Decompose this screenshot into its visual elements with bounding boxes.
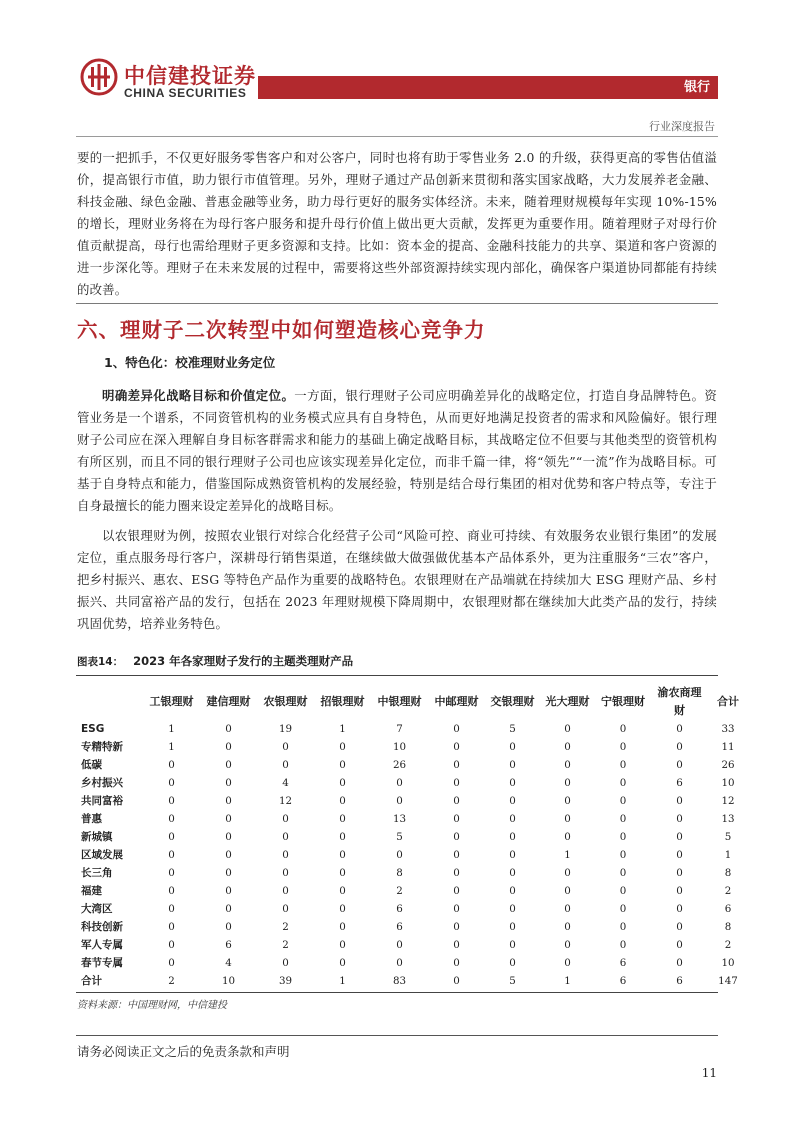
row-label: 科技创新 xyxy=(81,921,123,933)
table-cell: 0 xyxy=(564,831,571,843)
table-cell: 0 xyxy=(453,921,460,933)
table-cell: 0 xyxy=(676,939,683,951)
table-cell: 2 xyxy=(282,921,289,933)
table-cell: 1 xyxy=(724,849,732,861)
table-cell: 6 xyxy=(619,975,627,987)
table-cell: 0 xyxy=(564,723,571,735)
table-cell: 0 xyxy=(676,903,683,915)
table-cell: 0 xyxy=(564,741,571,753)
industry-tag: 银行 xyxy=(683,80,710,95)
table-cell: 0 xyxy=(339,867,346,879)
paragraph-2 xyxy=(77,525,717,635)
source-note: 资料来源：中国理财网，中信建投 xyxy=(77,1000,227,1011)
table-cell: 0 xyxy=(168,921,175,933)
page-number: 11 xyxy=(701,1066,717,1080)
table-cell: 0 xyxy=(453,795,460,807)
table-row xyxy=(77,918,748,936)
table-cell: 0 xyxy=(676,795,683,807)
table-cell: 0 xyxy=(676,813,683,825)
table-cell: 13 xyxy=(392,813,407,825)
table-cell: 0 xyxy=(168,903,175,915)
table-cell: 0 xyxy=(453,903,460,915)
table-cell: 0 xyxy=(168,831,175,843)
table-cell: 0 xyxy=(225,777,232,789)
table-cell: 0 xyxy=(676,885,683,897)
table-cell: 0 xyxy=(168,867,175,879)
table-cell: 147 xyxy=(718,975,738,987)
table-cell: 6 xyxy=(676,777,683,789)
row-label: 乡村振兴 xyxy=(81,777,123,789)
table-cell: 0 xyxy=(282,885,289,897)
table-cell: 8 xyxy=(724,867,732,879)
table-cell: 0 xyxy=(509,903,516,915)
figure-top-rule xyxy=(76,675,718,676)
table-cell: 33 xyxy=(721,723,735,735)
product-table xyxy=(77,683,748,990)
table-cell: 5 xyxy=(724,831,732,843)
table-cell: 0 xyxy=(168,849,175,861)
table-cell: 12 xyxy=(721,795,735,807)
table-cell: 1 xyxy=(339,723,346,735)
table-cell: 13 xyxy=(721,813,735,825)
table-cell: 0 xyxy=(396,849,403,861)
table-cell: 0 xyxy=(619,903,627,915)
table-cell: 0 xyxy=(509,867,516,879)
row-label: 低碳 xyxy=(81,759,102,771)
row-label: 新城镇 xyxy=(81,831,113,843)
table-cell: 2 xyxy=(724,939,732,951)
table-cell: 0 xyxy=(225,723,232,735)
table-cell: 0 xyxy=(225,813,232,825)
table-cell: 0 xyxy=(225,885,232,897)
footer-divider xyxy=(76,1035,718,1036)
table-cell: 0 xyxy=(282,867,289,879)
table-cell: 0 xyxy=(619,777,627,789)
table-cell: 0 xyxy=(396,777,403,789)
table-cell: 4 xyxy=(225,957,232,969)
paragraph-1-body: 一方面，银行理财子公司应明确差异化的战略定位，打造自身品牌特色。资管业务是一个谱系，不同资管机构的业务模式应具有自身特色，从而更好地满足投资者的需求和风险偏好。银行理财子公司应在深入理解自身目标客群需求和能力的基础上确定战略目标，其战略定位不但要与其他类型的资管机构有所区别，而且不同的银行理财子公司也应该实现差异化定位，而非千篇一律，将“领先”“一流”作为战略目标。可基于自身特点和能力，借鉴国际成熟资管机构的发展经验，特别是结合母行集团的相对优势和客户特点等，专注于自身最擅长的能力圈来设定差异化的战略目标。 xyxy=(77,388,718,513)
column-header: 合计 xyxy=(717,694,739,708)
table-cell: 0 xyxy=(396,795,403,807)
table-cell: 0 xyxy=(509,957,516,969)
table-cell: 0 xyxy=(339,795,346,807)
table-cell: 0 xyxy=(564,903,571,915)
table-cell: 83 xyxy=(392,975,407,987)
table-row xyxy=(77,774,748,792)
table-header-row xyxy=(77,683,748,720)
table-cell: 0 xyxy=(453,885,460,897)
table-cell: 0 xyxy=(339,939,346,951)
table-cell: 0 xyxy=(168,885,175,897)
table-row xyxy=(77,846,748,864)
paragraph-1-lead: 明确差异化战略目标和价值定位。 xyxy=(102,388,295,403)
table-cell: 2 xyxy=(396,885,403,897)
table-cell: 8 xyxy=(396,867,403,879)
table-cell: 0 xyxy=(564,795,571,807)
table-cell: 0 xyxy=(453,741,460,753)
column-header: 工银理财 xyxy=(149,694,194,708)
table-cell: 0 xyxy=(509,741,516,753)
table-cell: 2 xyxy=(282,939,289,951)
column-header: 交银理财 xyxy=(490,694,535,708)
table-cell: 0 xyxy=(509,759,516,771)
table-cell: 0 xyxy=(676,867,683,879)
table-cell: 0 xyxy=(619,867,627,879)
table-cell: 0 xyxy=(509,885,516,897)
table-cell: 0 xyxy=(453,813,460,825)
table-cell: 0 xyxy=(509,777,516,789)
table-row xyxy=(77,972,748,990)
table-cell: 0 xyxy=(225,903,232,915)
table-cell: 4 xyxy=(282,777,289,789)
table-cell: 0 xyxy=(225,867,232,879)
row-label: 区域发展 xyxy=(81,849,123,861)
table-cell: 1 xyxy=(564,849,571,861)
table-cell: 0 xyxy=(619,831,627,843)
table-cell: 0 xyxy=(225,741,232,753)
table-cell: 7 xyxy=(396,723,403,735)
table-cell: 0 xyxy=(225,759,232,771)
table-cell: 6 xyxy=(225,939,232,951)
table-cell: 11 xyxy=(721,741,735,753)
table-cell: 0 xyxy=(339,885,346,897)
table-cell: 12 xyxy=(278,795,293,807)
row-label: 军人专属 xyxy=(81,939,123,951)
table-cell: 6 xyxy=(396,921,403,933)
table-cell: 39 xyxy=(278,975,293,987)
table-cell: 0 xyxy=(509,795,516,807)
table-cell: 0 xyxy=(453,759,460,771)
table-cell: 0 xyxy=(619,795,627,807)
table-cell: 0 xyxy=(168,813,175,825)
report-type: 行业深度报告 xyxy=(649,120,715,133)
table-cell: 0 xyxy=(453,939,460,951)
table-row xyxy=(77,738,748,756)
table-cell: 0 xyxy=(676,759,683,771)
column-header: 渝农商理财 xyxy=(657,685,702,717)
table-cell: 5 xyxy=(396,831,403,843)
section-title: 六、理财子二次转型中如何塑造核心竞争力 xyxy=(77,318,486,342)
table-cell: 0 xyxy=(676,723,683,735)
table-cell: 1 xyxy=(564,975,571,987)
table-cell: 0 xyxy=(168,795,175,807)
intro-paragraph xyxy=(77,147,717,301)
row-label: 专精特新 xyxy=(81,741,123,753)
table-cell: 0 xyxy=(676,957,683,969)
table-cell: 10 xyxy=(721,777,735,789)
table-cell: 0 xyxy=(168,759,175,771)
table-cell: 0 xyxy=(676,849,683,861)
table-cell: 0 xyxy=(676,831,683,843)
table-cell: 6 xyxy=(619,957,627,969)
table-cell: 0 xyxy=(564,885,571,897)
table-cell: 8 xyxy=(724,921,732,933)
row-label: 普惠 xyxy=(81,813,102,825)
table-cell: 0 xyxy=(619,759,627,771)
row-label: 大湾区 xyxy=(81,903,113,915)
table-cell: 0 xyxy=(396,939,403,951)
paragraph-1 xyxy=(77,385,717,517)
column-header: 中邮理财 xyxy=(434,694,479,708)
column-header: 光大理财 xyxy=(545,694,590,708)
table-cell: 0 xyxy=(619,849,627,861)
table-cell: 6 xyxy=(724,903,732,915)
table-cell: 5 xyxy=(509,723,516,735)
table-row xyxy=(77,792,748,810)
table-cell: 0 xyxy=(339,759,346,771)
table-row xyxy=(77,864,748,882)
table-cell: 0 xyxy=(339,957,346,969)
table-row xyxy=(77,810,748,828)
table-cell: 6 xyxy=(396,903,403,915)
table-cell: 0 xyxy=(225,831,232,843)
column-header xyxy=(77,683,143,720)
row-label: 共同富裕 xyxy=(81,795,123,807)
table-row xyxy=(77,756,748,774)
table-cell: 2 xyxy=(168,975,175,987)
table-cell: 0 xyxy=(453,957,460,969)
table-cell: 0 xyxy=(453,849,460,861)
table-cell: 0 xyxy=(509,813,516,825)
table-cell: 0 xyxy=(339,831,346,843)
table-cell: 0 xyxy=(453,723,460,735)
table-cell: 0 xyxy=(509,921,516,933)
table-row xyxy=(77,954,748,972)
section-divider xyxy=(76,303,718,304)
table-cell: 2 xyxy=(724,885,732,897)
table-cell: 0 xyxy=(282,759,289,771)
paragraph-2-text: 以农银理财为例，按照农业银行对综合化经营子公司“风险可控、商业可持续、有效服务农业银行集团”的发展定位，重点服务母行客户，深耕母行销售渠道，在继续做大做强做优基本产品体系外，更为注重服务“三农”客户，把乡村振兴、惠农、ESG 等特色产品作为重要的战略特色。农银理财在产品端就在持续加大 ESG 理财产品、乡村振兴、共同富裕产品的发行，包括在 2023 年理财规模下降周期中，农银理财都在继续加大此类产品的发行，持续巩固优势，培养业务特色。 xyxy=(77,528,717,631)
table-row xyxy=(77,900,748,918)
table-cell: 0 xyxy=(564,777,571,789)
table-cell: 6 xyxy=(676,975,683,987)
table-cell: 0 xyxy=(339,849,346,861)
intro-text: 要的一把抓手，不仅更好服务零售客户和对公客户，同时也将有助于零售业务 2.0 的升级，获得更高的零售估值溢价，提高银行市值，助力银行市值管理。另外，理财子通过产品创新来贯彻和落实国家战略，大力发展养老金融、科技金融、绿色金融、普惠金融等业务，助力母行更好的服务实体经济。未来，随着理财规模每年实现 10%-15%的增长，理财业务将在为母行客户服务和提升母行价值上做出更大贡献，发挥更为重要作用。随着理财子对母行价值贡献提高，母行也需给理财子更多资源和支持。比如：资本金的提高、金融科技能力的共享、渠道和客户资源的进一步深化等。理财子在未来发展的过程中，需要将这些外部资源持续实现内部化，确保客户渠道协同都能有持续的改善。 xyxy=(77,150,717,297)
figure-caption: 2023 年各家理财子发行的主题类理财产品 xyxy=(133,654,354,668)
table-cell: 0 xyxy=(339,741,346,753)
figure-bottom-rule xyxy=(76,992,718,993)
figure-label: 图表14： xyxy=(77,656,124,668)
table-cell: 0 xyxy=(453,831,460,843)
table-cell: 0 xyxy=(619,939,627,951)
table-cell: 0 xyxy=(168,939,175,951)
table-cell: 0 xyxy=(619,723,627,735)
disclaimer-text: 请务必阅读正文之后的免责条款和声明 xyxy=(77,1044,290,1059)
table-row xyxy=(77,882,748,900)
table-cell: 0 xyxy=(453,867,460,879)
table-cell: 0 xyxy=(564,921,571,933)
table-cell: 0 xyxy=(619,921,627,933)
subsection-title: 1、特色化：校准理财业务定位 xyxy=(104,355,276,370)
table-cell: 0 xyxy=(282,849,289,861)
table-cell: 1 xyxy=(168,741,175,753)
table-cell: 0 xyxy=(282,957,289,969)
table-cell: 10 xyxy=(721,957,735,969)
table-cell: 0 xyxy=(564,957,571,969)
table-cell: 0 xyxy=(282,903,289,915)
table-row xyxy=(77,828,748,846)
table-cell: 1 xyxy=(168,723,175,735)
table-cell: 0 xyxy=(282,741,289,753)
table-cell: 5 xyxy=(509,975,516,987)
table-cell: 0 xyxy=(453,975,460,987)
table-cell: 0 xyxy=(282,813,289,825)
table-body xyxy=(77,720,748,990)
logo-english-name: CHINA SECURITIES xyxy=(124,86,247,100)
column-header: 中银理财 xyxy=(377,694,422,708)
company-logo-icon xyxy=(80,58,118,96)
table-cell: 0 xyxy=(453,777,460,789)
table-cell: 0 xyxy=(225,921,232,933)
table-cell: 0 xyxy=(564,759,571,771)
table-cell: 10 xyxy=(392,741,407,753)
table-cell: 0 xyxy=(619,885,627,897)
table-cell: 0 xyxy=(339,813,346,825)
table-cell: 0 xyxy=(225,795,232,807)
table-cell: 0 xyxy=(168,777,175,789)
column-header: 宁银理财 xyxy=(601,694,645,708)
table-cell: 1 xyxy=(339,975,346,987)
table-cell: 0 xyxy=(676,741,683,753)
table-cell: 0 xyxy=(619,741,627,753)
table-cell: 0 xyxy=(339,777,346,789)
table-cell: 0 xyxy=(676,921,683,933)
figure-title xyxy=(77,653,353,669)
row-label: 福建 xyxy=(81,885,102,897)
table-cell: 0 xyxy=(564,939,571,951)
row-label: 合计 xyxy=(81,975,102,987)
row-label: 长三角 xyxy=(81,867,113,879)
column-header: 招银理财 xyxy=(320,694,365,708)
table-cell: 0 xyxy=(339,903,346,915)
table-cell: 0 xyxy=(564,867,571,879)
table-cell: 26 xyxy=(392,759,407,771)
table-row xyxy=(77,936,748,954)
table-cell: 0 xyxy=(225,849,232,861)
table-cell: 0 xyxy=(168,957,175,969)
table-cell: 0 xyxy=(564,813,571,825)
logo-chinese-name: 中信建投证券 xyxy=(124,64,256,88)
column-header: 农银理财 xyxy=(263,694,308,708)
row-label: ESG xyxy=(81,723,105,735)
table-cell: 0 xyxy=(509,831,516,843)
header-divider xyxy=(76,136,718,137)
table-cell: 0 xyxy=(339,921,346,933)
table-row xyxy=(77,720,748,738)
table-cell: 0 xyxy=(396,957,403,969)
table-cell: 0 xyxy=(509,849,516,861)
row-label: 春节专属 xyxy=(81,957,123,969)
table-cell: 19 xyxy=(278,723,293,735)
table-cell: 26 xyxy=(721,759,735,771)
table-cell: 10 xyxy=(221,975,236,987)
table-cell: 0 xyxy=(619,813,627,825)
column-header: 建信理财 xyxy=(206,694,251,708)
table-cell: 0 xyxy=(509,939,516,951)
table-cell: 0 xyxy=(282,831,289,843)
